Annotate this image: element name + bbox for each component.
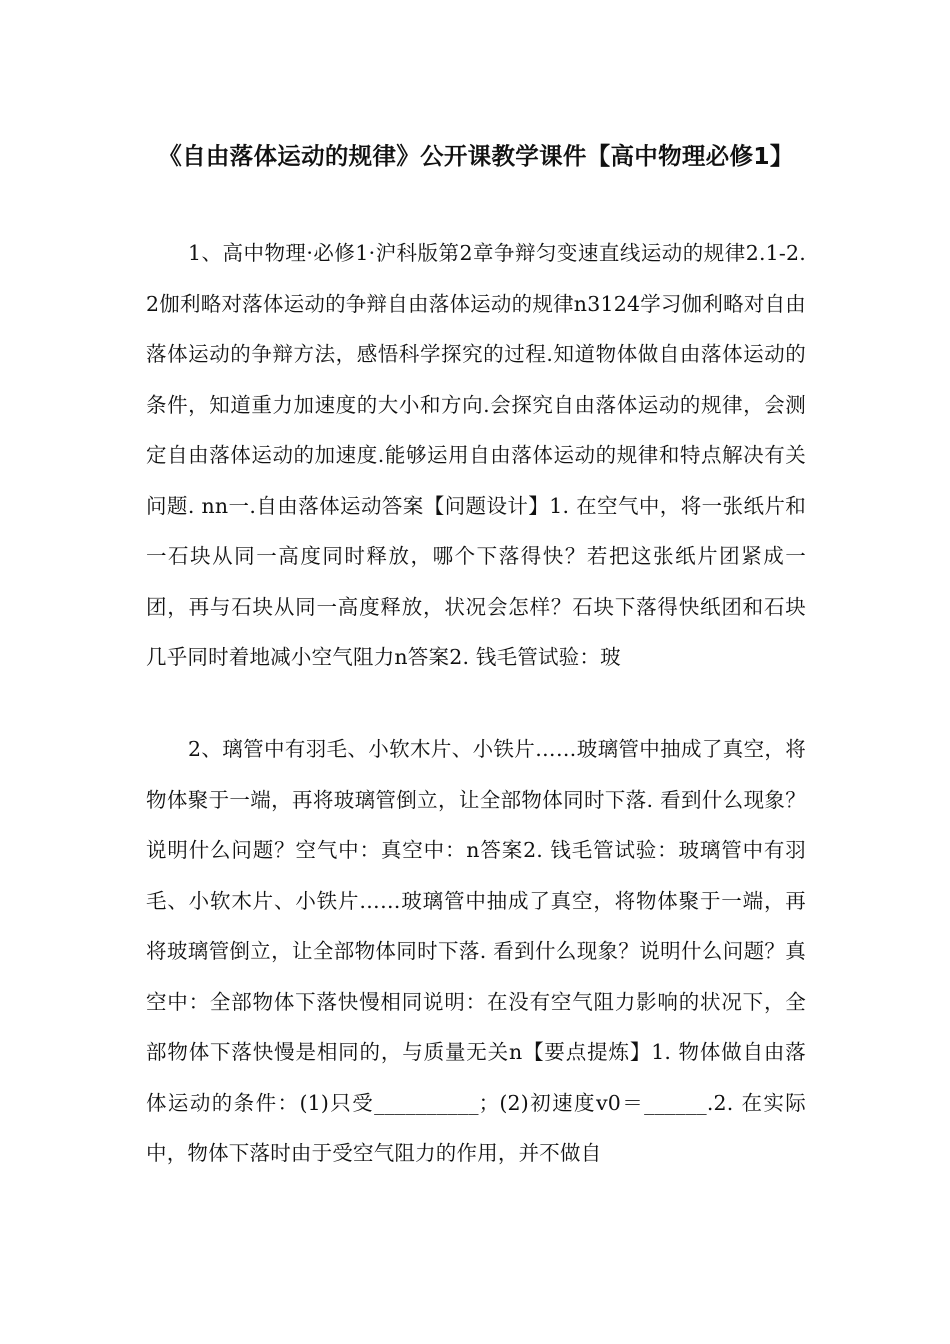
paragraph-1: 1、高中物理·必修1·沪科版第2章争辩匀变速直线运动的规律2.1-2.2伽利略对落体运动的争辩自由落体运动的规律n3124学习伽利略对自由落体运动的争辩方法，感悟科学探究的过程.知道物体做自由落体运动的条件，知道重力加速度的大小和方向.会探究自由落体运动的规律，会测定自由落体运动的加速度.能够运用自由落体运动的规律和特点解决有关问题. nn一.自由落体运动答案【问题设计】1. 在空气中，将一张纸片和一石块从同一高度同时释放，哪个下落得快？若把这张纸片团紧成一团，再与石块从同一高度释放，状况会怎样？石块下落得快纸团和石块几乎同时着地减小空气阻力n答案2. 钱毛管试验：玻 [146,241,806,669]
paragraph-2: 2、璃管中有羽毛、小软木片、小铁片……玻璃管中抽成了真空，将物体聚于一端，再将玻璃管倒立，让全部物体同时下落. 看到什么现象？说明什么问题？空气中：真空中：n答案2. 钱毛管试验：玻璃管中有羽毛、小软木片、小铁片……玻璃管中抽成了真空，将物体聚于一端，再将玻璃管倒立，让全部物体同时下落. 看到什么现象？说明什么问题？真空中：全部物体下落快慢相同说明：在没有空气阻力影响的状况下，全部物体下落快慢是相同的，与质量无关n【要点提炼】1. 物体做自由落体运动的条件：(1)只受__________；(2)初速度v0＝______.2. 在实际中，物体下落时由于受空气阻力的作用，并不做自 [146,737,806,1165]
document-title: 《自由落体运动的规律》公开课教学课件【高中物理必修1】 [158,142,794,170]
